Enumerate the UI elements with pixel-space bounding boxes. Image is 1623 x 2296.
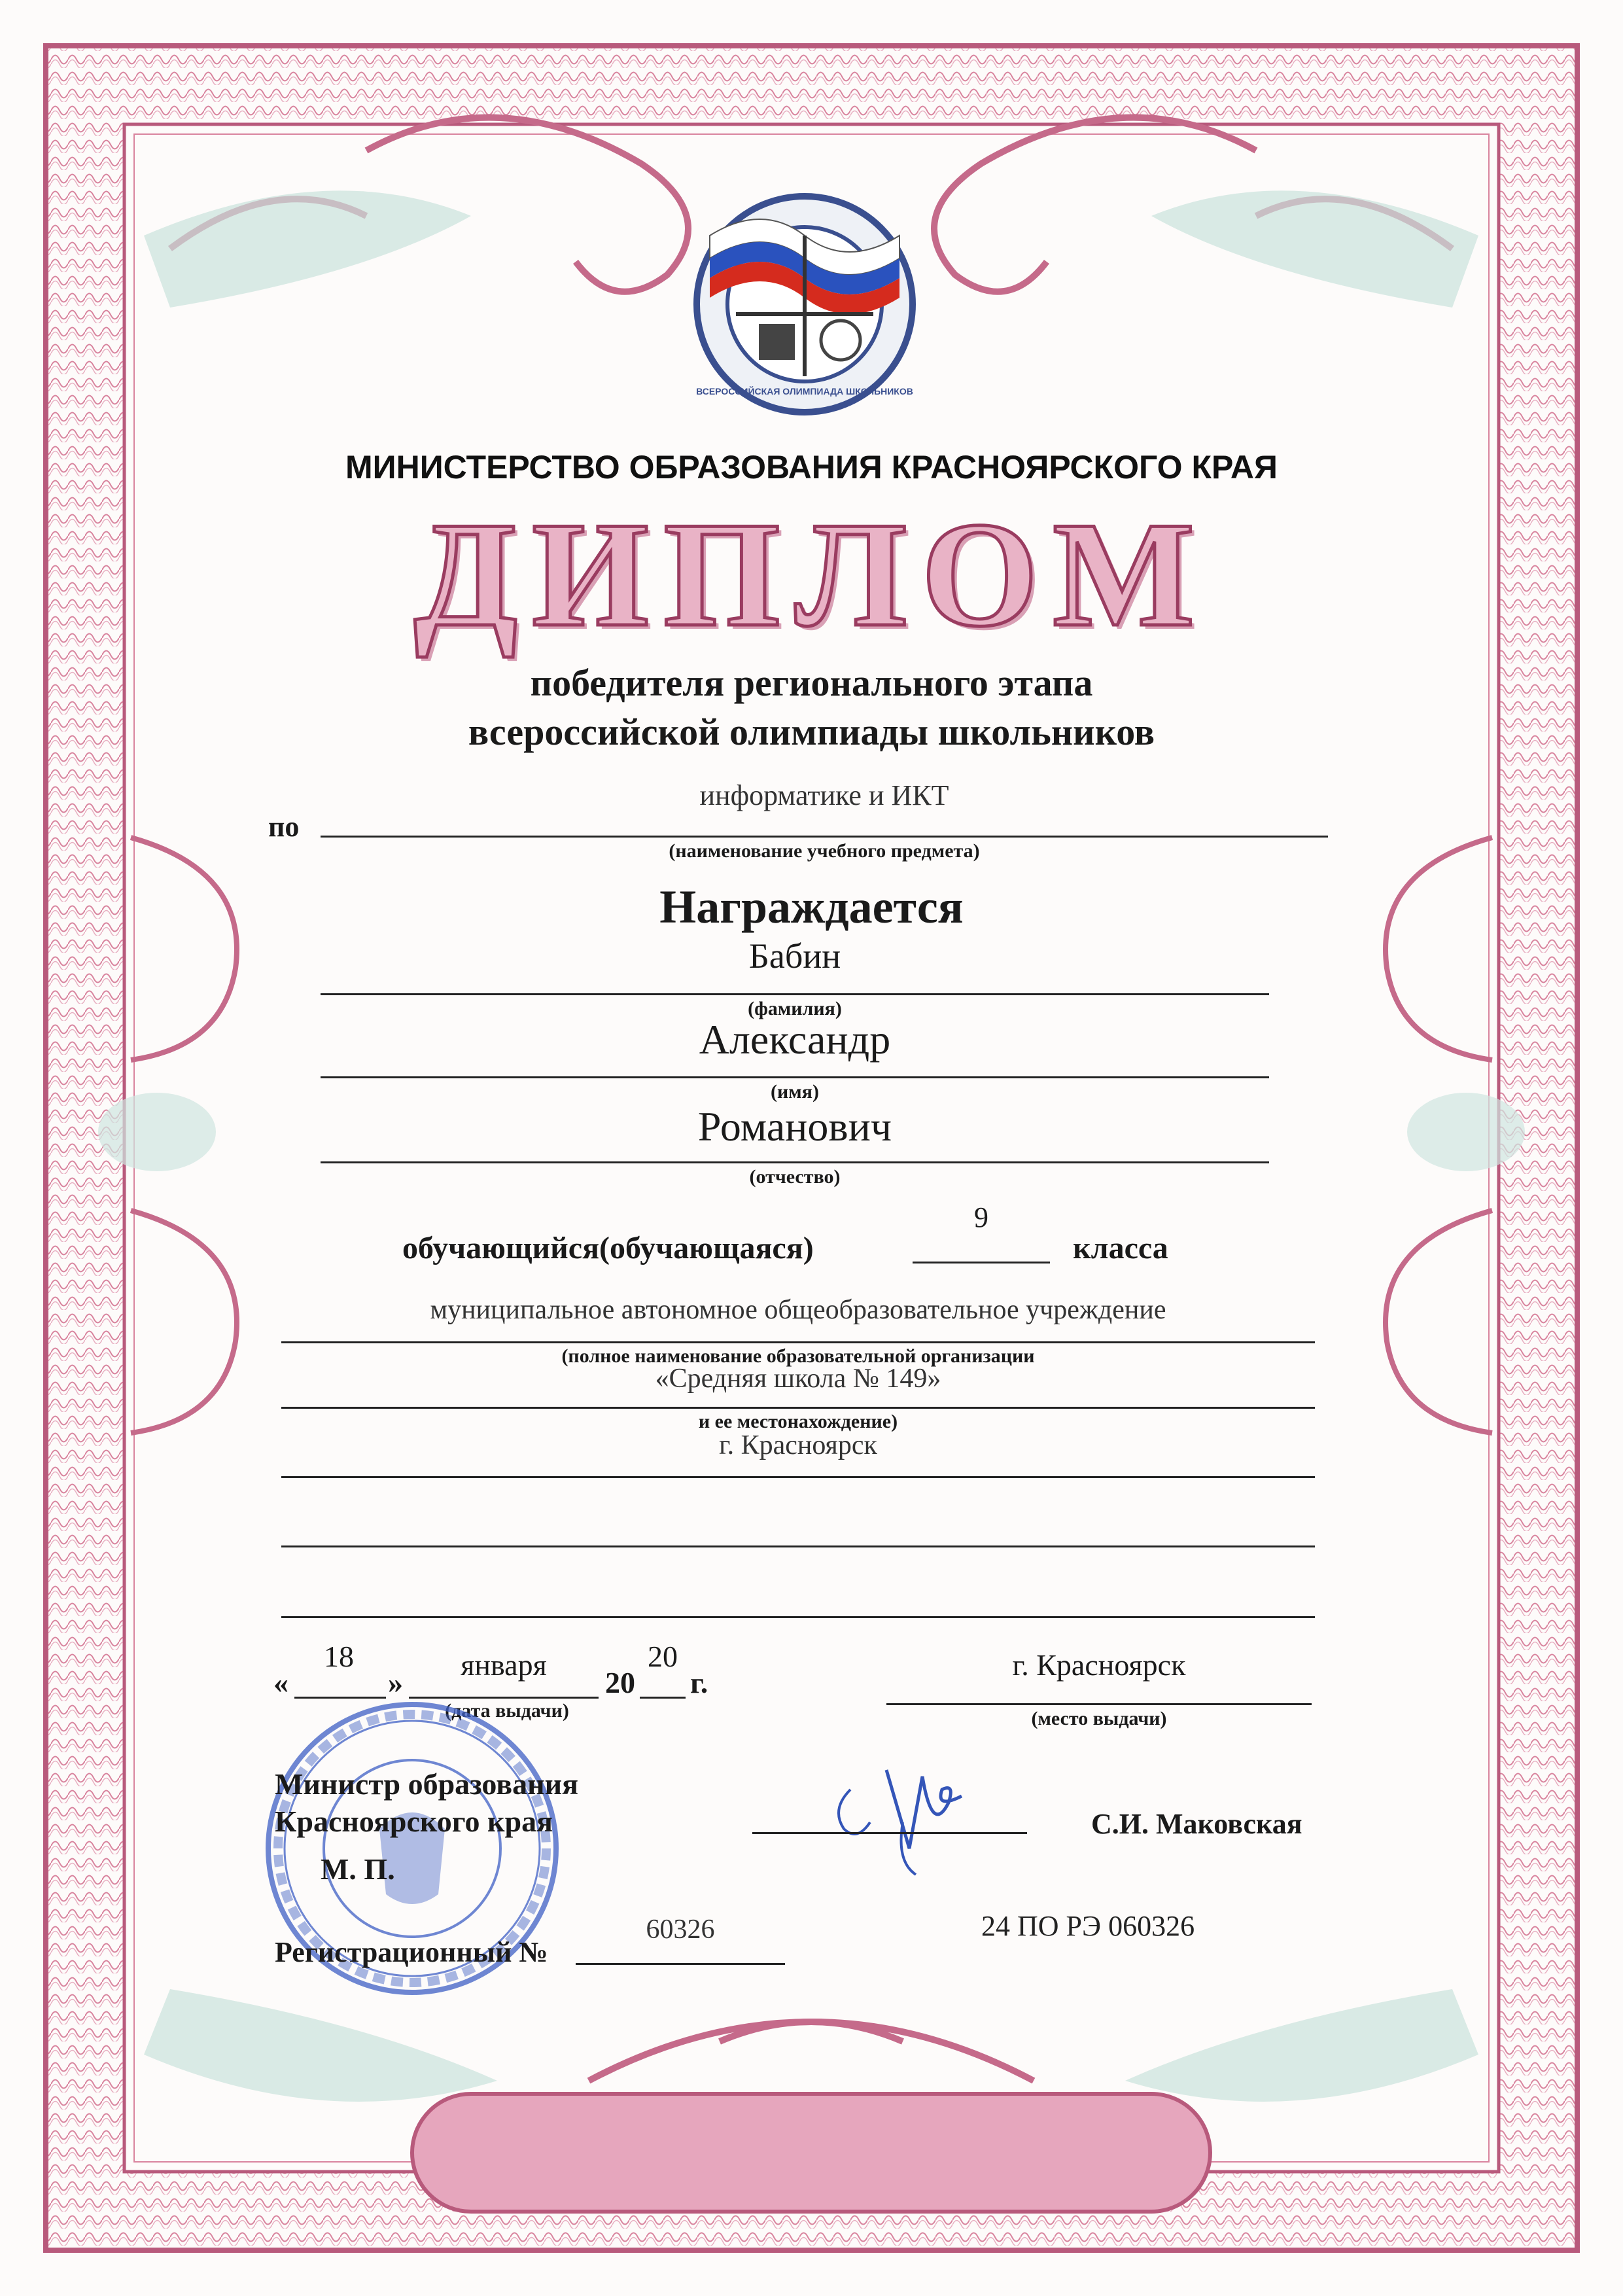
date-day: 18 <box>324 1640 354 1673</box>
school-underline-3 <box>281 1476 1315 1478</box>
date-month: января <box>461 1648 547 1682</box>
date-year-suffix: 20 <box>648 1640 678 1673</box>
diploma-title: ДИПЛОМ <box>413 491 1210 658</box>
surname-value: Бабин <box>748 936 841 976</box>
patronymic-caption: (отчество) <box>749 1166 841 1188</box>
date-year-underline <box>640 1697 686 1699</box>
subject-caption: (наименование учебного предмета) <box>669 840 980 862</box>
grade-underline <box>913 1262 1050 1263</box>
date-caption: (дата выдачи) <box>445 1700 569 1722</box>
surname-caption: (фамилия) <box>748 998 842 1019</box>
school-caption-1: (полное наименование образовательной организации <box>561 1345 1035 1367</box>
surname-underline <box>321 993 1269 995</box>
patronymic-value: Романович <box>697 1103 892 1150</box>
grade-label-before: обучающийся(обучающаяся) <box>402 1231 814 1265</box>
ministry-heading: МИНИСТЕРСТВО ОБРАЗОВАНИЯ КРАСНОЯРСКОГО КРАЯ <box>345 449 1278 486</box>
issue-place-underline <box>886 1703 1312 1705</box>
stamp-mark: М. П. <box>321 1852 395 1886</box>
signatory-title-line-2: Красноярского края <box>275 1805 553 1838</box>
school-line-3: г. Красноярск <box>719 1430 877 1460</box>
school-underline-2 <box>281 1407 1315 1409</box>
date-close-quote: » <box>388 1666 403 1699</box>
school-line-2: «Средняя школа № 149» <box>655 1364 941 1394</box>
name-value: Александр <box>699 1016 891 1063</box>
school-line-1: муниципальное автономное общеобразовательное учреждение <box>430 1295 1166 1325</box>
grade-label-after: класса <box>1073 1231 1168 1265</box>
date-year-prefix: 20 <box>605 1666 635 1699</box>
subject-underline <box>321 836 1328 838</box>
signatory-name: С.И. Маковская <box>1091 1808 1302 1840</box>
grade-value: 9 <box>974 1201 988 1233</box>
date-year-mark: г. <box>690 1666 708 1699</box>
school-caption-2: и ее местонахождение) <box>698 1411 898 1432</box>
school-underline-1 <box>281 1341 1315 1343</box>
issue-place: г. Красноярск <box>1012 1648 1186 1682</box>
bottom-cartouche <box>412 2094 1210 2212</box>
emblem-ring-text: ВСЕРОССИЙСКАЯ ОЛИМПИАДА ШКОЛЬНИКОВ <box>696 386 913 397</box>
subject-prefix: по <box>268 811 300 843</box>
handwritten-signature <box>824 1744 994 1881</box>
subject-value: информатике и ИКТ <box>699 779 949 811</box>
issue-place-caption: (место выдачи) <box>1031 1708 1167 1729</box>
registration-label: Регистрационный № <box>275 1936 548 1968</box>
date-open-quote: « <box>273 1666 288 1699</box>
patronymic-underline <box>321 1161 1269 1163</box>
name-underline <box>321 1076 1269 1078</box>
serial-number: 24 ПО РЭ 060326 <box>981 1910 1195 1942</box>
signature-underline <box>752 1832 1027 1834</box>
awarded-label: Награждается <box>659 881 964 933</box>
registration-number: 60326 <box>646 1915 715 1945</box>
signatory-title-line-1: Министр образования <box>275 1767 578 1801</box>
name-caption: (имя) <box>771 1081 819 1103</box>
school-underline-5 <box>281 1616 1315 1618</box>
olympiad-emblem <box>690 190 919 419</box>
subtitle-line-1: победителя регионального этапа <box>530 662 1093 704</box>
subtitle-line-2: всероссийской олимпиады школьников <box>468 711 1155 753</box>
school-underline-4 <box>281 1545 1315 1547</box>
registration-underline <box>576 1963 785 1965</box>
